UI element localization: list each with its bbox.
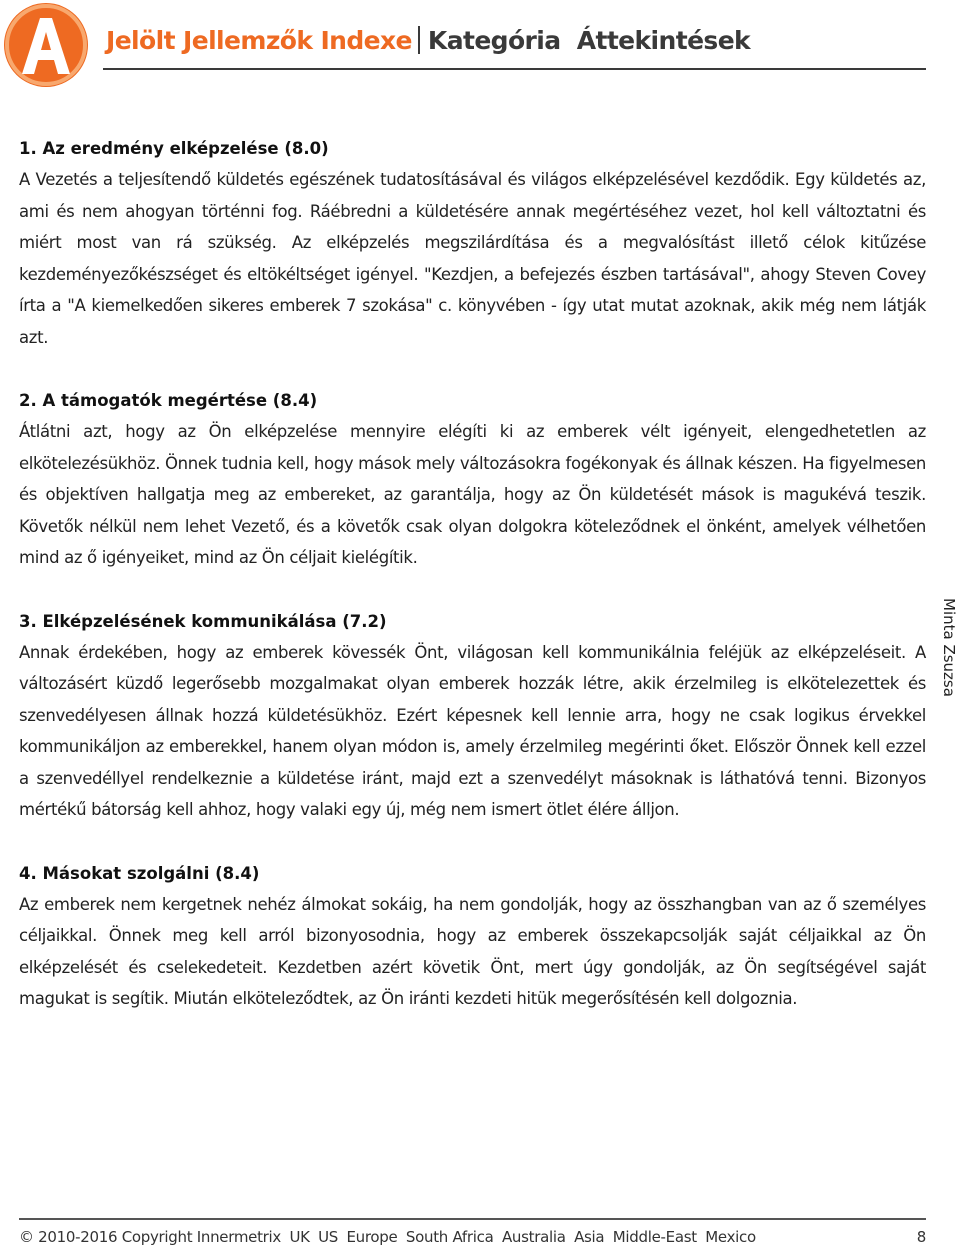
section-1 <box>19 133 926 353</box>
footer-region: Mexico <box>705 1228 756 1246</box>
section-heading: 3. Elképzelésének kommunikálása (7.2) <box>19 611 387 631</box>
report-title-main: Jelölt Jellemzők Indexe <box>106 26 412 55</box>
footer-region: Middle-East <box>612 1228 697 1246</box>
footer-copyright: © 2010-2016 Copyright Innermetrix <box>19 1228 281 1246</box>
section-heading: 4. Másokat szolgálni (8.4) <box>19 863 260 883</box>
section-body: Az emberek nem kergetnek nehéz álmokat sokáig, ha nem gondolják, hogy az összhangban van az ő személyes céljaikkal. Önnek meg kell arról bizonyosodnia, hogy az emberek összekapcsolják saját céljaikkal az Ön elképzelését és cselekedeteit. Kezdetben azért követik Önt, mert úgy gondolják, az Ön segítségével saját magukat is segítik. Miután elköteleződtek, az Ön iránti kezdeti hitük megerősítésén kell dolgoznia. <box>19 894 926 1008</box>
footer-copyright-line <box>19 1228 760 1246</box>
section-body: Annak érdekében, hogy az emberek kövessék Önt, világosan kell kommunikálnia feléjük az elképzeléseit. A változásért küzdő legerősebb mozgalmakat olyan emberek hozzák létre, akik érzelmileg is elkötelezettek és szenvedélyesen állnak hozzá küldetésükhöz. Ezért képesnek kell lennie arra, hogy ne csak logikus érvekkel kommunikáljon az emberekkel, hanem olyan módon is, amely érzelmileg megérinti őket. Először Önnek kell ezzel a szenvedéllyel rendelkeznie a küldetése iránt, majd ezt a szenvedélyt másoknak is láthatóvá tenni. Bizonyos mértékű bátorság kell ahhoz, hogy valaki egy új, még nem ismert ötlet élére álljon. <box>19 642 926 819</box>
report-title <box>106 26 750 55</box>
section-heading: 1. Az eredmény elképzelése (8.0) <box>19 139 329 158</box>
page-footer <box>19 1218 926 1246</box>
section-body: A Vezetés a teljesítendő küldetés egészének tudatosításával és világos elképzelésével kezdődik. Egy küldetés az, ami és nem ahogyan történni fog. Ráébredni a küldetésére annak megértéséhez vezet, hol kell változtatni és miért most van rá szükség. Az elképzelés megszilárdítása és a megvalósítást illető célok kitűzése kezdeményezőkészséget és eltökéltséget igényel. "Kezdjen, a befejezés észben tartásával", ahogy Steven Covey írta a "A kiemelkedően sikeres emberek 7 szokása" c. könyvében - így utat mutat azoknak, akik még nem látják azt. <box>19 170 926 347</box>
header-divider <box>103 68 926 70</box>
section-2 <box>19 385 926 574</box>
section-3 <box>19 606 926 826</box>
logo-letter-a-icon <box>16 14 76 76</box>
page-header <box>0 0 960 90</box>
section-4 <box>19 858 926 1015</box>
title-separator <box>418 26 420 54</box>
footer-region: South Africa <box>405 1228 494 1246</box>
report-content <box>19 133 926 1047</box>
report-title-sub: Kategória Áttekintések <box>427 26 751 55</box>
footer-region: Australia <box>501 1228 566 1246</box>
footer-region: Europe <box>346 1228 398 1246</box>
section-heading: 2. A támogatók megértése (8.4) <box>19 391 318 410</box>
section-body: Átlátni azt, hogy az Ön elképzelése mennyire elégíti ki az emberek vélt igényeit, elengedhetetlen az elkötelezésükhöz. Önnek tudnia kell, hogy mások mely változásokra fogékonyak és állnak készen. Ha figyelmesen és objektíven hallgatja meg az embereket, az garantálja, hogy az Ön küldetését mások is magukévá teszik. Követők nélkül nem lehet Vezető, és a követők csak olyan dolgokra köteleződnek el önként, amelyek vélhetően mind az ő igényeiket, mind az Ön céljait kielégítik. <box>19 422 926 567</box>
page-number: 8 <box>916 1228 926 1246</box>
respondent-name: Minta Zsuzsa <box>940 598 958 697</box>
footer-region: US <box>318 1228 339 1246</box>
footer-region: Asia <box>574 1228 605 1246</box>
innermetrix-logo <box>5 4 87 86</box>
footer-region: UK <box>289 1228 310 1246</box>
